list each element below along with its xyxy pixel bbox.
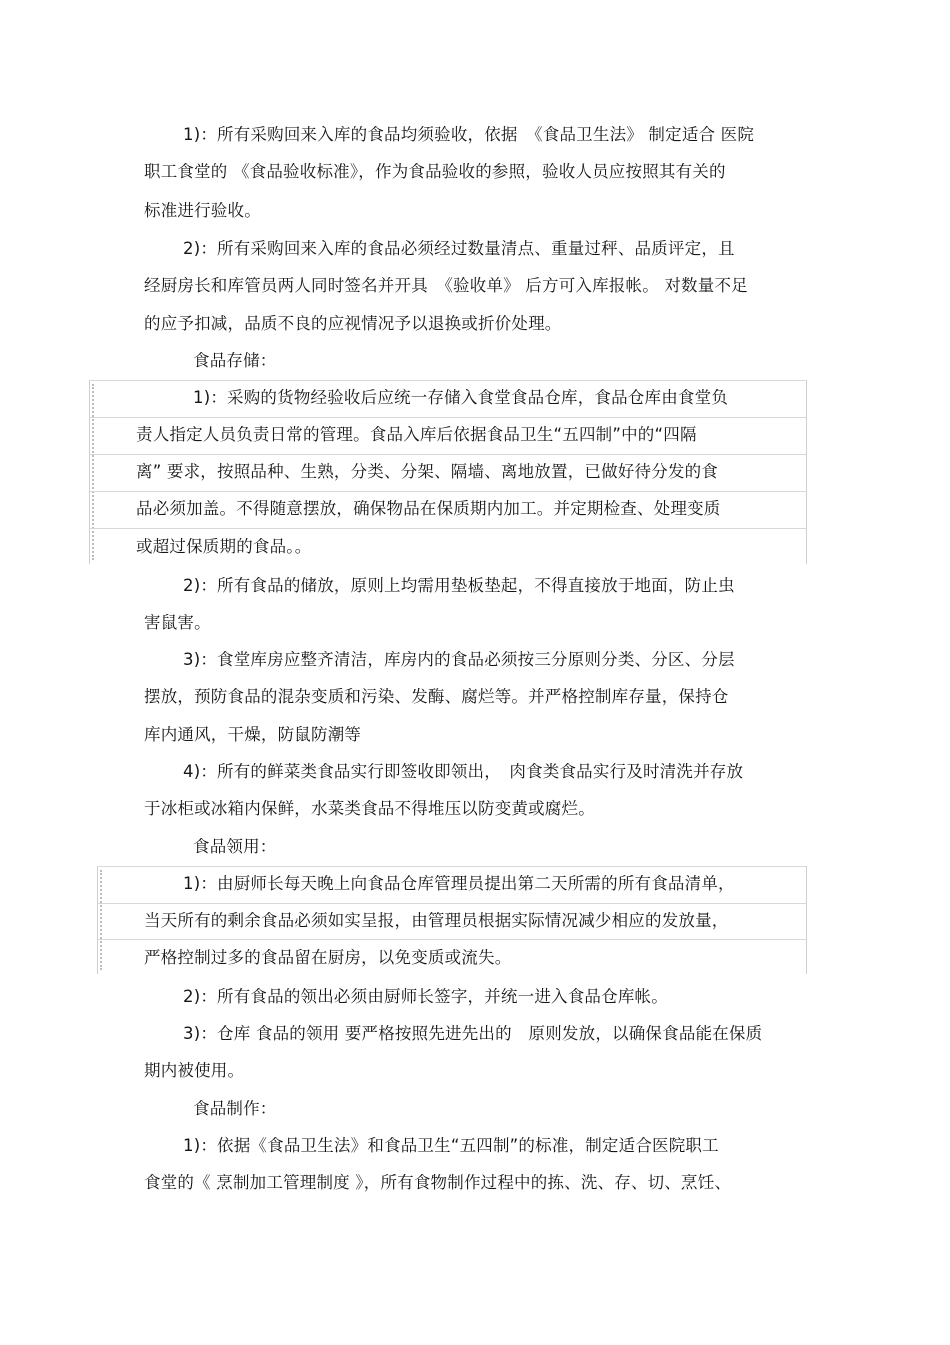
scan-margin-line-left (89, 380, 90, 564)
scan-rule (97, 939, 806, 940)
scan-rule (89, 491, 806, 492)
receiving-item-1-line-1: 1)：所有采购回来入库的食品均须验收，依据 《食品卫生法》 制定适合 医院 (183, 125, 755, 144)
storage-item-4-line-1: 4)：所有的鲜菜类食品实行即签收即领出， 肉食类食品实行及时清洗并存放 (183, 762, 744, 781)
production-item-1-line-2: 食堂的《 烹制加工管理制度 》，所有食物制作过程中的拣、洗、存、切、烹饪、 (144, 1173, 732, 1192)
heading-production: 食品制作： (193, 1099, 277, 1118)
storage-item-2-line-1: 2)：所有食品的储放，原则上均需用垫板垫起，不得直接放于地面，防止虫 (183, 576, 735, 595)
receiving-item-1-line-3: 标准进行验收。 (144, 201, 261, 220)
scan-margin-line-right (806, 380, 807, 564)
heading-storage: 食品存储： (193, 351, 277, 370)
storage-item-4-line-2: 于冰柜或冰箱内保鲜，水菜类食品不得堆压以防变黄或腐烂。 (144, 799, 595, 818)
use-item-3-line-1: 3)：仓库 食品的领用 要严格按照先进先出的 原则发放，以确保食品能在保质 (183, 1024, 763, 1043)
receiving-item-2-line-3: 的应予扣减，品质不良的应视情况予以退换或折价处理。 (144, 314, 562, 333)
storage-item-3-line-2: 摆放，预防食品的混杂变质和污染、发酶、腐烂等。并严格控制库存量，保持仓 (144, 687, 729, 706)
production-item-1-line-1: 1)：依据《食品卫生法》和食品卫生“五四制”的标准，制定适合医院职工 (183, 1136, 719, 1155)
storage-item-1-line-1: 1)：采购的货物经验收后应统一存储入食堂食品仓库，食品仓库由食堂负 (193, 388, 729, 407)
use-item-2-line-1: 2)：所有食品的领出必须由厨师长签字，并统一进入食品仓库帐。 (183, 987, 668, 1006)
receiving-item-2-line-2: 经厨房长和库管员两人同时签名并开具 《验收单》 后方可入库报帐。 对数量不足 (144, 276, 748, 295)
use-item-3-line-2: 期内被使用。 (144, 1061, 245, 1080)
scan-margin-line-left (97, 866, 98, 974)
storage-item-2-line-2: 害鼠害。 (144, 613, 211, 632)
use-item-1-line-3: 严格控制过多的食品留在厨房，以免变质或流失。 (144, 948, 512, 967)
heading-use: 食品领用： (193, 837, 277, 856)
scan-rule (97, 903, 806, 904)
scan-margin-ticks (100, 870, 102, 970)
scan-rule (89, 454, 806, 455)
use-item-1-line-1: 1)：由厨师长每天晚上向食品仓库管理员提出第二天所需的所有食品清单， (183, 874, 735, 893)
scan-margin-ticks (92, 384, 94, 560)
scan-rule (89, 528, 806, 529)
storage-item-3-line-1: 3)：食堂库房应整齐清洁，库房内的食品必须按三分原则分类、分区、分层 (183, 650, 735, 669)
scan-rule (89, 380, 806, 381)
storage-item-3-line-3: 库内通风，干燥，防鼠防潮等 (144, 725, 362, 744)
storage-item-1-line-4: 品必须加盖。不得随意摆放，确保物品在保质期内加工。并定期检查、处理变质 (136, 499, 721, 518)
scan-margin-line-right (806, 866, 807, 974)
receiving-item-1-line-2: 职工食堂的 《食品验收标准》，作为食品验收的参照，验收人员应按照其有关的 (144, 162, 726, 181)
scan-rule (97, 866, 806, 867)
storage-item-1-line-5: 或超过保质期的食品。。 (136, 537, 312, 556)
receiving-item-2-line-1: 2)：所有采购回来入库的食品必须经过数量清点、重量过秤、品质评定，且 (183, 239, 735, 258)
storage-item-1-line-2: 责人指定人员负责日常的管理。食品入库后依据食品卫生“五四制”中的“四隔 (136, 425, 697, 444)
storage-item-1-line-3: 离” 要求，按照品种、生熟，分类、分架、隔墙、离地放置，已做好待分发的食 (136, 462, 718, 481)
use-item-1-line-2: 当天所有的剩余食品必须如实呈报，由管理员根据实际情况减少相应的发放量， (144, 911, 729, 930)
scan-rule (89, 417, 806, 418)
